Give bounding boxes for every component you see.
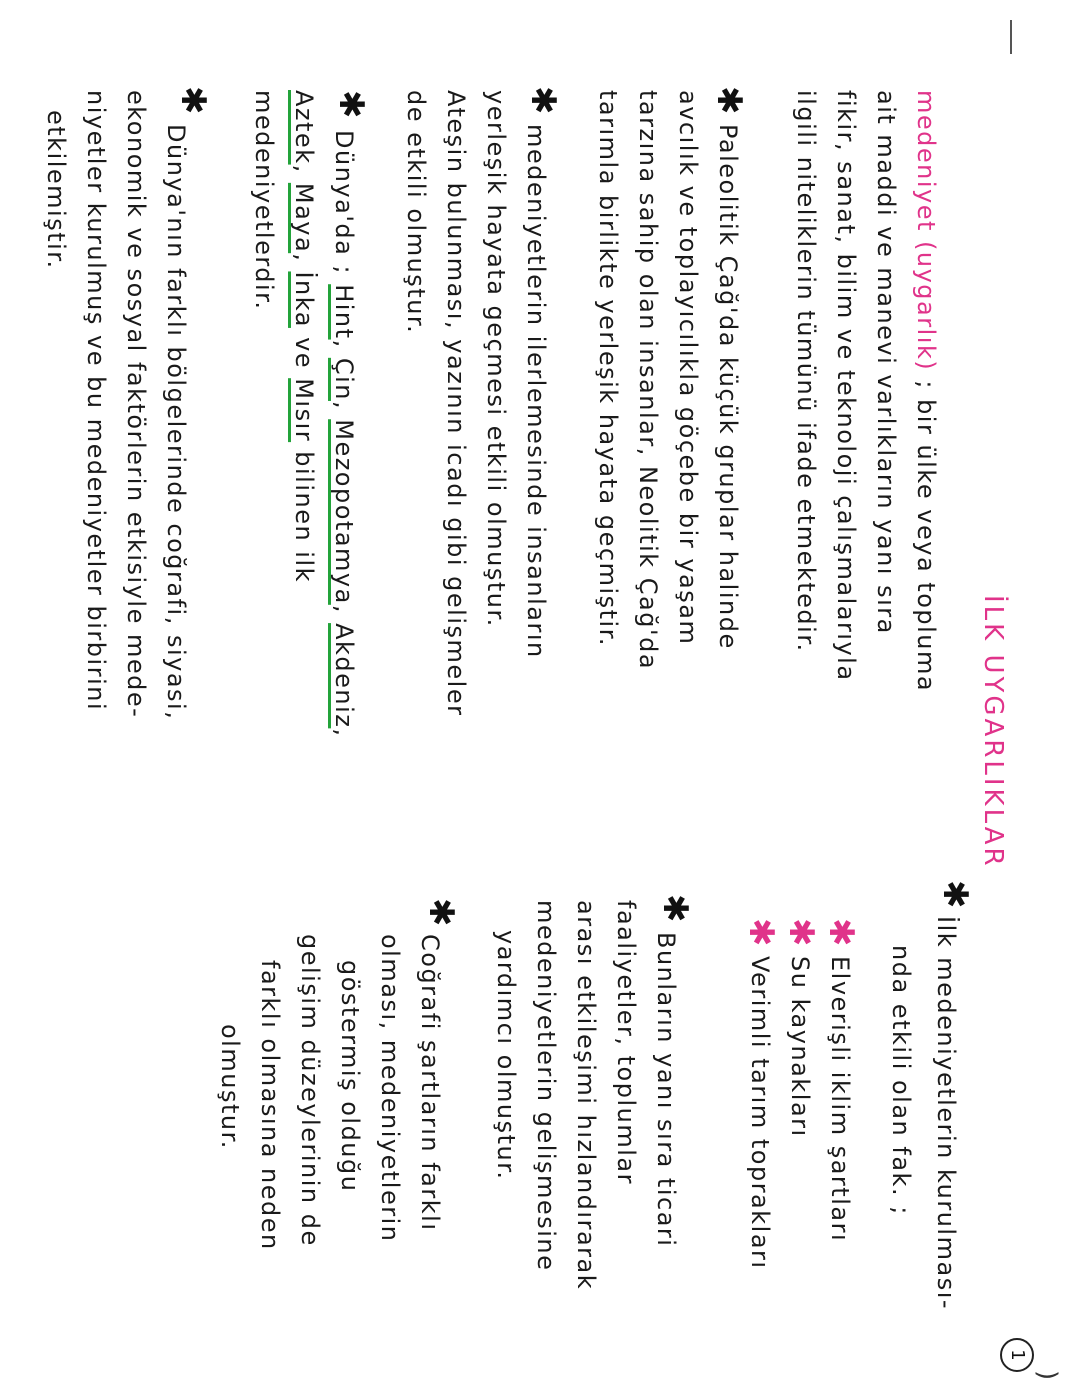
corner-mark: ) bbox=[1032, 1370, 1062, 1381]
dunya-conj: ve bbox=[290, 337, 318, 370]
cografi-line-3: göstermiş olduğu bbox=[336, 960, 364, 1193]
civ-hint: Hint bbox=[330, 284, 358, 340]
star-icon: ✱ bbox=[935, 880, 975, 909]
star-icon: ✱ bbox=[523, 86, 563, 115]
bolge-line-3: niyetler kurulmuş ve bu medeniyetler birbirini bbox=[82, 90, 110, 712]
dunya-tail: bilinen ilk bbox=[290, 451, 318, 584]
paleolitik-line-3: tarzına sahip olan insanlar, Neolitik Çağ'da bbox=[634, 90, 662, 671]
star-icon: ✱ bbox=[421, 898, 461, 927]
civ-inka: İnka bbox=[290, 271, 318, 328]
civ-cin: Çin bbox=[330, 357, 358, 401]
ilerleme-line-1: medeniyetlerin ilerlemesinde insanların bbox=[522, 124, 550, 659]
paleolitik-line-2: avcılık ve toplayıcılıkla göçebe bir yaşam bbox=[674, 90, 702, 646]
ticari-line-4: medeniyetlerin gelişmesine bbox=[532, 900, 560, 1272]
cografi-line-5: farklı olmasına neden bbox=[256, 960, 284, 1251]
civ-akdeniz: Akdeniz bbox=[330, 623, 358, 729]
ticari-line-3: arası etkileşimi hızlandırarak bbox=[572, 900, 600, 1291]
definition-line-2: ait maddi ve manevi varlıkların yanı sıra bbox=[872, 90, 900, 635]
ticari-line-1: Bunların yanı sıra ticari bbox=[652, 932, 680, 1248]
bolge-line-4: etkilemiştir. bbox=[42, 110, 70, 270]
star-icon: ✱ bbox=[821, 918, 861, 947]
page-number: 1 bbox=[1000, 1338, 1034, 1372]
bolge-line-2: ekonomik ve sosyal faktörlerin etkisiyle mede- bbox=[122, 90, 150, 719]
cografi-line-6: olmuştur. bbox=[216, 1024, 244, 1150]
bolge-line-1: Dünya'nın farklı bölgelerinde coğrafi, siyasi, bbox=[162, 124, 190, 721]
dunya-line-2: Aztek, Maya, İnka ve Mısır bilinen ilk bbox=[290, 90, 318, 584]
kurulus-line-1: İlk medeniyetlerin kurulması- bbox=[932, 916, 960, 1311]
star-icon: ✱ bbox=[655, 894, 695, 923]
factor-1: Elverişli iklim şartları bbox=[826, 956, 854, 1243]
star-icon: ✱ bbox=[173, 86, 213, 115]
cografi-line-4: gelişim düzeylerinin de bbox=[296, 934, 324, 1247]
paleolitik-line-4: tarımla birlikte yerleşik hayata geçmiştir. bbox=[594, 90, 622, 648]
dunya-intro: Dünya'da ; bbox=[330, 130, 358, 276]
ticari-line-5: yardımcı olmuştur. bbox=[492, 930, 520, 1181]
cografi-line-2: olması, medeniyetlerin bbox=[376, 934, 404, 1243]
dunya-line-3: medeniyetlerdir. bbox=[250, 90, 278, 311]
definition-line-4: ilgili niteliklerin tümünü ifade etmektedir. bbox=[792, 90, 820, 653]
kurulus-line-2: nda etkili olan fak. ; bbox=[887, 945, 915, 1216]
dunya-line-1: Dünya'da ; Hint, Çin, Mezopotamya, Akdeniz, bbox=[330, 130, 358, 738]
star-icon: ✱ bbox=[331, 90, 371, 119]
civ-mezopotamya: Mezopotamya bbox=[330, 419, 358, 605]
star-icon: ✱ bbox=[781, 918, 821, 947]
civ-maya: Maya bbox=[290, 182, 318, 254]
definition-line-3: fikir, sanat, bilim ve teknoloji çalışmalarıyla bbox=[832, 90, 860, 682]
definition-term: medeniyet (uygarlık) bbox=[912, 90, 940, 372]
ilerleme-line-3: Ateşin bulunması, yazının icadı gibi gelişmeler bbox=[442, 90, 470, 717]
star-icon: ✱ bbox=[709, 86, 749, 115]
ilerleme-line-4: de etkili olmuştur. bbox=[402, 90, 430, 335]
civ-misir: Mısır bbox=[290, 378, 318, 443]
civ-aztek: Aztek bbox=[290, 90, 318, 165]
ilerleme-line-2: yerleşik hayata geçmesi etkili olmuştur. bbox=[482, 90, 510, 628]
factor-2: Su kaynakları bbox=[786, 956, 814, 1138]
factor-3: Verimli tarım toprakları bbox=[746, 956, 774, 1270]
definition-rest: ; bir ülke veya topluma bbox=[912, 380, 940, 693]
cografi-line-1: Coğrafi şartların farklı bbox=[416, 934, 444, 1232]
definition-line-1 bbox=[912, 90, 940, 692]
margin-line bbox=[1010, 20, 1012, 54]
ticari-line-2: faaliyetler, toplumlar bbox=[612, 900, 640, 1185]
page-title: İLK UYGARLIKLAR bbox=[978, 595, 1008, 869]
paleolitik-line-1: Paleolitik Çağ'da küçük gruplar halinde bbox=[714, 124, 742, 650]
star-icon: ✱ bbox=[741, 918, 781, 947]
